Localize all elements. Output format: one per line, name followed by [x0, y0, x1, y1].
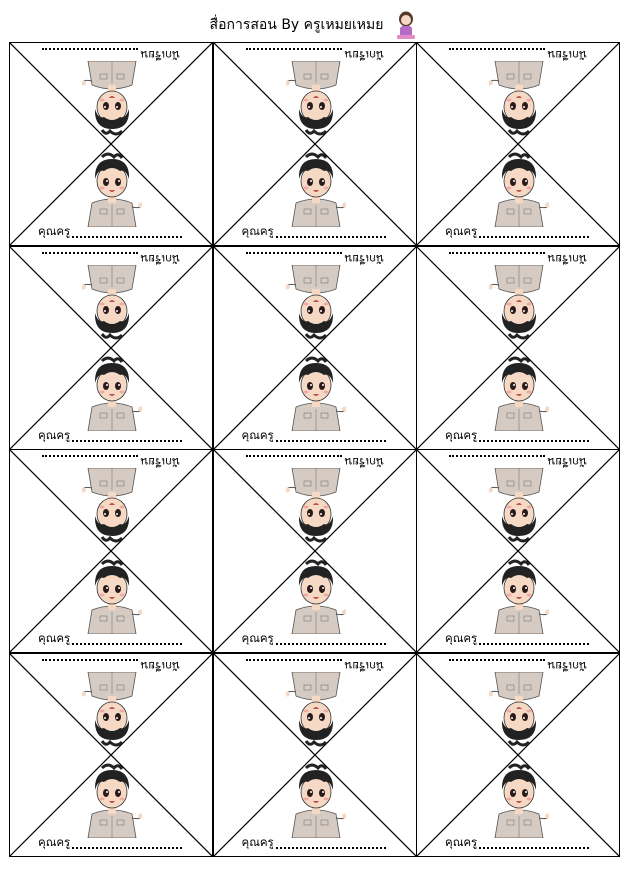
student-name-line [40, 452, 180, 470]
student-name-blank [246, 48, 342, 51]
student-name-line [447, 45, 587, 62]
cartoon-teacher-icon [82, 265, 142, 341]
teacher-name-line [38, 224, 184, 241]
teacher-label: คุณครู [445, 427, 478, 442]
cartoon-teacher-icon [286, 558, 346, 634]
teacher-name-blank [479, 439, 589, 442]
cartoon-teacher-icon [489, 558, 549, 634]
cartoon-teacher-icon [489, 355, 549, 431]
student-name-blank [246, 252, 342, 255]
cartoon-teacher-icon [82, 762, 142, 838]
student-name-line [244, 656, 384, 674]
cartoon-teacher-icon [489, 151, 549, 227]
student-name-line [40, 45, 180, 62]
teacher-label: คุณครู [38, 427, 71, 442]
teacher-name-line [445, 427, 591, 445]
student-label: นักเรียน [140, 251, 180, 266]
teacher-name-line [241, 835, 388, 852]
student-name-blank [449, 252, 545, 255]
cootie-card-11 [213, 653, 417, 857]
cartoon-teacher-icon [286, 265, 346, 341]
teacher-label: คุณครู [445, 631, 478, 646]
student-name-blank [449, 455, 545, 458]
student-name-line [40, 249, 180, 266]
teacher-label: คุณครู [241, 224, 274, 238]
cootie-card-9 [416, 449, 620, 653]
student-name-line [244, 45, 384, 62]
card-sheet [9, 42, 620, 857]
teacher-name-blank [276, 235, 386, 238]
cootie-card-4 [9, 246, 213, 450]
teacher-name-line [445, 835, 591, 852]
student-label: นักเรียน [343, 251, 384, 266]
cartoon-teacher-icon [82, 151, 142, 227]
teacher-name-line [241, 427, 388, 445]
student-name-blank [42, 48, 138, 51]
teacher-name-blank [479, 846, 589, 849]
cartoon-teacher-icon [286, 355, 346, 431]
teacher-name-line [445, 224, 591, 241]
student-label: นักเรียน [343, 659, 384, 674]
teacher-name-blank [276, 439, 386, 442]
student-name-line [244, 452, 384, 470]
student-name-blank [246, 455, 342, 458]
teacher-label: คุณครู [445, 224, 478, 238]
cartoon-teacher-icon [489, 672, 549, 748]
student-name-blank [42, 252, 138, 255]
cartoon-teacher-icon [82, 672, 142, 748]
cootie-card-1 [9, 42, 213, 246]
teacher-name-blank [72, 846, 182, 849]
student-label: นักเรียน [547, 48, 587, 62]
teacher-label: คุณครู [445, 835, 478, 850]
cootie-card-12 [416, 653, 620, 857]
student-label: นักเรียน [547, 659, 587, 674]
student-name-line [447, 656, 587, 674]
cartoon-teacher-icon [82, 558, 142, 634]
cootie-card-3 [416, 42, 620, 246]
page-header [0, 8, 629, 42]
student-name-blank [246, 659, 342, 662]
cootie-card-7 [9, 449, 213, 653]
cootie-card-6 [416, 246, 620, 450]
teacher-name-blank [72, 235, 182, 238]
cootie-card-8 [213, 449, 417, 653]
cartoon-teacher-icon [286, 468, 346, 544]
student-label: นักเรียน [547, 251, 587, 266]
teacher-name-blank [72, 439, 182, 442]
teacher-label: คุณครู [241, 631, 274, 646]
cartoon-teacher-icon [82, 61, 142, 137]
teacher-name-blank [276, 642, 386, 645]
student-name-line [447, 452, 587, 470]
cartoon-teacher-icon [286, 672, 346, 748]
teacher-name-blank [479, 642, 589, 645]
cartoon-teacher-icon [489, 762, 549, 838]
teacher-label: คุณครู [241, 427, 274, 442]
teacher-name-line [38, 427, 184, 445]
student-name-line [40, 656, 180, 674]
student-name-blank [42, 455, 138, 458]
cartoon-teacher-icon [82, 355, 142, 431]
student-label: นักเรียน [140, 659, 180, 674]
cootie-card-10 [9, 653, 213, 857]
teacher-name-blank [276, 846, 386, 849]
student-name-blank [449, 659, 545, 662]
teacher-name-blank [72, 642, 182, 645]
cartoon-teacher-icon [489, 61, 549, 137]
student-label: นักเรียน [343, 455, 384, 470]
student-name-blank [42, 659, 138, 662]
teacher-name-blank [479, 235, 589, 238]
teacher-name-line [38, 835, 184, 852]
student-label: นักเรียน [343, 48, 384, 62]
student-name-blank [449, 48, 545, 51]
teacher-label: คุณครู [241, 835, 274, 850]
cootie-card-2 [213, 42, 417, 246]
page-title: สื่อการสอน By ครูเหมยเหมย [209, 17, 384, 33]
teacher-name-line [241, 224, 388, 241]
teacher-name-line [38, 631, 184, 648]
student-name-line [447, 249, 587, 266]
teacher-label: คุณครู [38, 224, 71, 238]
teacher-avatar-icon [393, 9, 419, 41]
teacher-name-line [445, 631, 591, 648]
teacher-name-line [241, 631, 388, 648]
student-label: นักเรียน [140, 48, 180, 62]
student-label: นักเรียน [547, 455, 587, 470]
cootie-card-5 [213, 246, 417, 450]
cartoon-teacher-icon [489, 468, 549, 544]
cartoon-teacher-icon [489, 265, 549, 341]
student-name-line [244, 249, 384, 266]
cartoon-teacher-icon [82, 468, 142, 544]
cartoon-teacher-icon [286, 762, 346, 838]
cartoon-teacher-icon [286, 61, 346, 137]
cartoon-teacher-icon [286, 151, 346, 227]
teacher-label: คุณครู [38, 835, 71, 850]
student-label: นักเรียน [140, 455, 180, 470]
teacher-label: คุณครู [38, 631, 71, 646]
